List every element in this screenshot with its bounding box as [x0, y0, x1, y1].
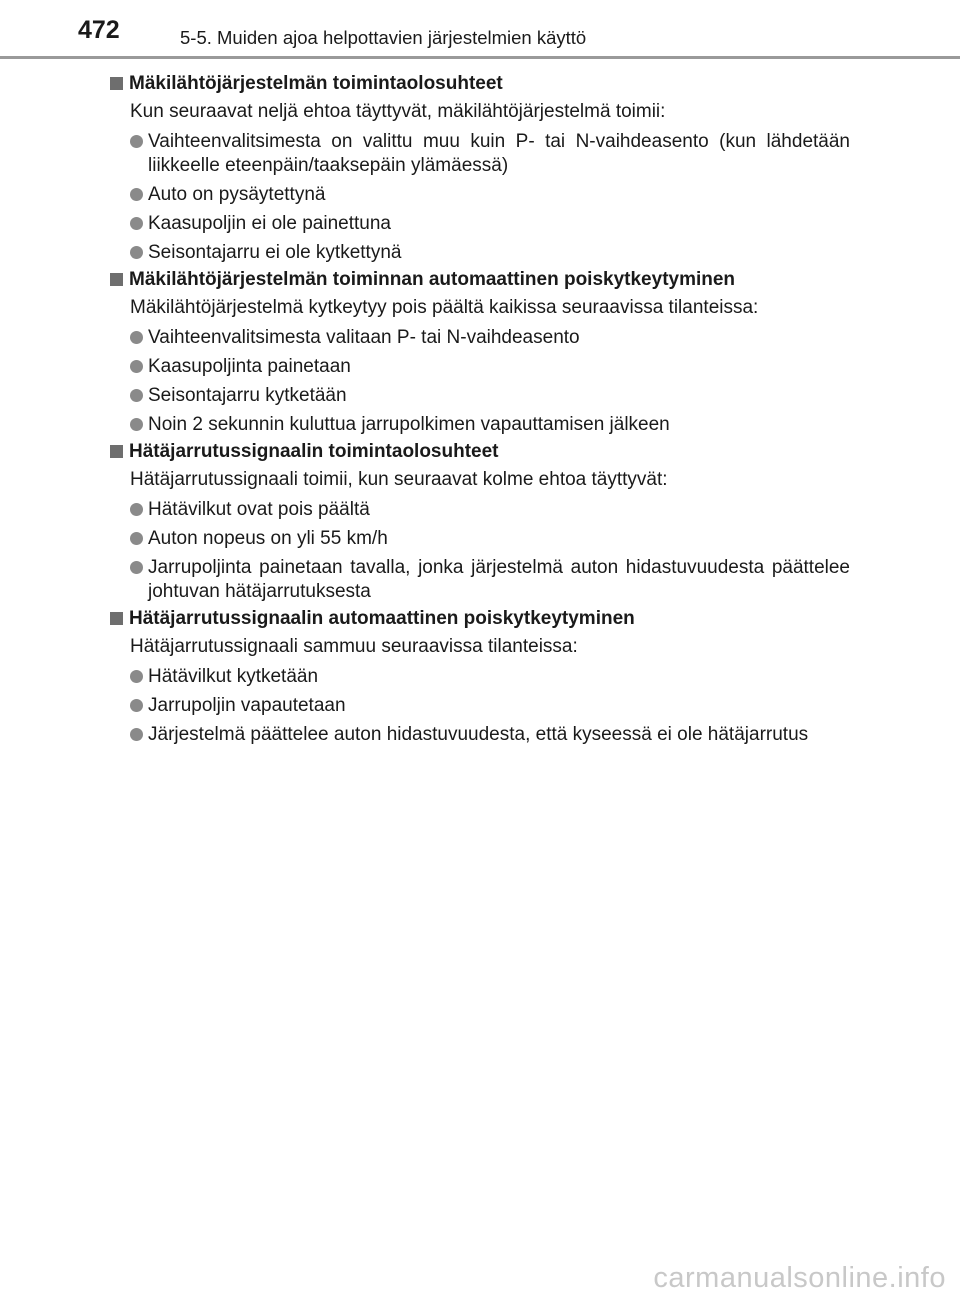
round-bullet-icon	[130, 561, 143, 574]
list-item	[130, 694, 850, 718]
list-item	[130, 130, 850, 178]
list-item-text: Vaihteenvalitsimesta on valittu muu kuin P- tai N-vaihdeasento (kun lähdetään liikkeelle eteenpäin/taaksepäin ylämäessä)	[148, 131, 850, 176]
round-bullet-icon	[130, 331, 143, 344]
section-heading-text: Mäkilähtöjärjestelmän toiminnan automaattinen poiskytkeytyminen	[129, 269, 736, 290]
round-bullet-icon	[130, 389, 143, 402]
list-item	[130, 326, 850, 350]
page-number: 472	[78, 16, 120, 44]
section-title: 5-5. Muiden ajoa helpottavien järjestelmien käyttö	[180, 27, 587, 48]
section-heading	[110, 606, 850, 632]
list-item	[130, 527, 850, 551]
list-item	[130, 556, 850, 604]
round-bullet-icon	[130, 670, 143, 683]
round-bullet-icon	[130, 503, 143, 516]
list-item-text: Auton nopeus on yli 55 km/h	[148, 528, 388, 549]
page-header	[0, 0, 960, 62]
round-bullet-icon	[130, 246, 143, 259]
list-item-text: Jarrupoljin vapautetaan	[148, 695, 346, 716]
section-hill-start-conditions	[110, 71, 850, 265]
square-bullet-icon	[110, 612, 123, 625]
header-divider	[0, 56, 960, 59]
list-item	[130, 498, 850, 522]
list-item	[130, 723, 850, 747]
section-heading	[110, 439, 850, 465]
page-content	[110, 69, 850, 747]
list-item-text: Jarrupoljinta painetaan tavalla, jonka järjestelmä auton hidastuvuudesta päättelee johtuvan hätäjarrutuksesta	[148, 557, 850, 602]
square-bullet-icon	[110, 77, 123, 90]
watermark-text: carmanualsonline.info	[653, 1262, 946, 1294]
list-item-text: Auto on pysäytettynä	[148, 184, 326, 205]
round-bullet-icon	[130, 532, 143, 545]
list-item-text: Hätävilkut ovat pois päältä	[148, 499, 370, 520]
list-item	[130, 241, 850, 265]
list-item-text: Vaihteenvalitsimesta valitaan P- tai N-vaihdeasento	[148, 327, 580, 348]
section-intro: Kun seuraavat neljä ehtoa täyttyvät, mäkilähtöjärjestelmä toimii:	[130, 101, 666, 122]
section-heading-text: Hätäjarrutussignaalin automaattinen poiskytkeytyminen	[129, 608, 635, 629]
round-bullet-icon	[130, 360, 143, 373]
bullet-list	[110, 326, 850, 437]
section-emergency-signal-conditions	[110, 439, 850, 604]
section-intro: Mäkilähtöjärjestelmä kytkeytyy pois päältä kaikissa seuraavissa tilanteissa:	[130, 297, 759, 318]
list-item	[130, 183, 850, 207]
list-item	[130, 665, 850, 689]
list-item-text: Seisontajarru ei ole kytkettynä	[148, 242, 402, 263]
list-item-text: Hätävilkut kytketään	[148, 666, 319, 687]
square-bullet-icon	[110, 445, 123, 458]
bullet-list	[110, 498, 850, 604]
list-item-text: Järjestelmä päättelee auton hidastuvuudesta, että kyseessä ei ole hätäjarrutus	[148, 724, 809, 745]
round-bullet-icon	[130, 135, 143, 148]
section-heading-text: Mäkilähtöjärjestelmän toimintaolosuhteet	[129, 73, 503, 94]
section-hill-start-auto-off	[110, 267, 850, 437]
list-item	[130, 384, 850, 408]
square-bullet-icon	[110, 273, 123, 286]
list-item-text: Seisontajarru kytketään	[148, 385, 347, 406]
bullet-list	[110, 130, 850, 265]
section-emergency-signal-auto-off	[110, 606, 850, 747]
list-item-text: Kaasupoljin ei ole painettuna	[148, 213, 391, 234]
list-item	[130, 355, 850, 379]
round-bullet-icon	[130, 418, 143, 431]
list-item	[130, 413, 850, 437]
list-item-text: Noin 2 sekunnin kuluttua jarrupolkimen vapauttamisen jälkeen	[148, 414, 670, 435]
list-item	[130, 212, 850, 236]
section-intro: Hätäjarrutussignaali toimii, kun seuraavat kolme ehtoa täyttyvät:	[130, 469, 668, 490]
list-item-text: Kaasupoljinta painetaan	[148, 356, 351, 377]
bullet-list	[110, 665, 850, 747]
round-bullet-icon	[130, 699, 143, 712]
round-bullet-icon	[130, 217, 143, 230]
section-heading	[110, 267, 850, 293]
round-bullet-icon	[130, 188, 143, 201]
section-heading	[110, 71, 850, 97]
round-bullet-icon	[130, 728, 143, 741]
section-intro: Hätäjarrutussignaali sammuu seuraavissa tilanteissa:	[130, 636, 578, 657]
section-heading-text: Hätäjarrutussignaalin toimintaolosuhteet	[129, 441, 499, 462]
